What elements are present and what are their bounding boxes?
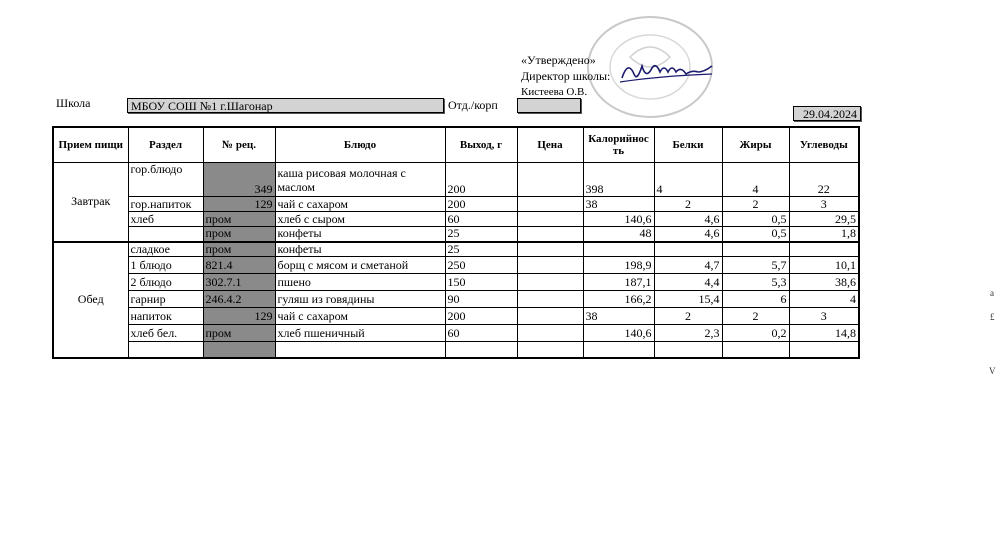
carbs-cell[interactable]: 3 [789, 197, 859, 212]
yield-cell[interactable]: 60 [445, 212, 517, 227]
section-cell[interactable] [128, 227, 203, 242]
yield-cell[interactable] [445, 342, 517, 358]
table-row [53, 325, 859, 342]
carbs-cell[interactable]: 10,1 [789, 257, 859, 274]
recipe-cell[interactable]: 821.4 [203, 257, 275, 274]
margin-mark: £ [990, 312, 995, 322]
menu-table [52, 126, 860, 359]
yield-cell[interactable]: 60 [445, 325, 517, 342]
col-header-price: Цена [517, 127, 583, 163]
recipe-cell[interactable]: 129 [203, 308, 275, 325]
col-header-calories: Калорийность [583, 127, 654, 163]
fat-cell[interactable]: 0,2 [722, 325, 789, 342]
carbs-cell[interactable]: 3 [789, 308, 859, 325]
recipe-cell[interactable]: 246.4.2 [203, 291, 275, 308]
calories-cell[interactable]: 38 [583, 197, 654, 212]
approval-block [521, 52, 610, 100]
table-row [53, 257, 859, 274]
carbs-cell[interactable]: 1,8 [789, 227, 859, 242]
section-cell[interactable]: напиток [128, 308, 203, 325]
section-cell[interactable]: 1 блюдо [128, 257, 203, 274]
dish-cell[interactable]: пшено [275, 274, 445, 291]
carbs-cell[interactable] [789, 342, 859, 358]
section-cell[interactable]: хлеб бел. [128, 325, 203, 342]
table-row [53, 274, 859, 291]
fat-cell[interactable] [722, 242, 789, 257]
dish-cell[interactable]: каша рисовая молочная с маслом [275, 163, 445, 197]
yield-cell[interactable]: 25 [445, 242, 517, 257]
col-header-section: Раздел [128, 127, 203, 163]
protein-cell[interactable]: 2 [654, 308, 722, 325]
fat-cell[interactable]: 0,5 [722, 227, 789, 242]
section-cell[interactable] [128, 342, 203, 358]
col-header-fat: Жиры [722, 127, 789, 163]
protein-cell[interactable]: 4,6 [654, 227, 722, 242]
fat-cell[interactable]: 5,7 [722, 257, 789, 274]
protein-cell[interactable]: 4 [654, 163, 722, 197]
approval-director-label: Директор школы: [521, 69, 611, 83]
table-header-row [53, 127, 859, 163]
price-cell[interactable] [517, 325, 583, 342]
fat-cell[interactable]: 4 [722, 163, 789, 197]
dish-cell[interactable]: конфеты [275, 242, 445, 257]
calories-cell[interactable]: 140,6 [583, 325, 654, 342]
col-header-dish: Блюдо [275, 127, 445, 163]
calories-cell[interactable]: 187,1 [583, 274, 654, 291]
director-signature [618, 56, 718, 86]
section-cell[interactable]: сладкое [128, 242, 203, 257]
calories-cell[interactable]: 198,9 [583, 257, 654, 274]
table-row [53, 163, 859, 197]
approval-director-name: Кистеева О.В. [521, 86, 588, 98]
fat-cell[interactable]: 2 [722, 308, 789, 325]
school-label: Школа [56, 96, 91, 110]
price-cell[interactable] [517, 212, 583, 227]
calories-cell[interactable]: 398 [583, 163, 654, 197]
dish-cell[interactable]: борщ с мясом и сметаной [275, 257, 445, 274]
carbs-cell[interactable]: 22 [789, 163, 859, 197]
fat-cell[interactable]: 2 [722, 197, 789, 212]
protein-cell[interactable] [654, 242, 722, 257]
dept-label: Отд./корп [448, 98, 498, 112]
fat-cell[interactable] [722, 342, 789, 358]
col-header-recipe: № рец. [203, 127, 275, 163]
dish-cell[interactable]: хлеб пшеничный [275, 325, 445, 342]
section-cell[interactable]: гор.напиток [128, 197, 203, 212]
section-cell[interactable]: гарнир [128, 291, 203, 308]
carbs-cell[interactable]: 38,6 [789, 274, 859, 291]
table-row [53, 197, 859, 212]
recipe-cell[interactable]: пром [203, 212, 275, 227]
fat-cell[interactable]: 5,3 [722, 274, 789, 291]
recipe-cell[interactable]: 349 [203, 163, 275, 197]
margin-mark: а [990, 288, 994, 298]
fat-cell[interactable]: 0,5 [722, 212, 789, 227]
dish-cell[interactable]: чай с сахаром [275, 197, 445, 212]
dept-field[interactable] [517, 98, 581, 113]
protein-cell[interactable]: 4,4 [654, 274, 722, 291]
col-header-yield: Выход, г [445, 127, 517, 163]
yield-cell[interactable]: 150 [445, 274, 517, 291]
protein-cell[interactable]: 2,3 [654, 325, 722, 342]
school-name-field[interactable]: МБОУ СОШ №1 г.Шагонар [127, 98, 444, 113]
calories-cell[interactable]: 38 [583, 308, 654, 325]
yield-cell[interactable]: 25 [445, 227, 517, 242]
dish-cell[interactable] [275, 342, 445, 358]
price-cell[interactable] [517, 342, 583, 358]
recipe-cell[interactable]: 129 [203, 197, 275, 212]
col-header-meal: Прием пищи [53, 127, 128, 163]
protein-cell[interactable] [654, 342, 722, 358]
table-row [53, 227, 859, 242]
calories-cell[interactable] [583, 242, 654, 257]
margin-mark: V [989, 366, 996, 376]
calories-cell[interactable]: 140,6 [583, 212, 654, 227]
dish-cell[interactable]: конфеты [275, 227, 445, 242]
section-cell[interactable]: хлеб [128, 212, 203, 227]
protein-cell[interactable]: 4,6 [654, 212, 722, 227]
table-row [53, 212, 859, 227]
table-row [53, 308, 859, 325]
dish-cell[interactable]: чай с сахаром [275, 308, 445, 325]
dish-cell[interactable]: хлеб с сыром [275, 212, 445, 227]
protein-cell[interactable]: 2 [654, 197, 722, 212]
protein-cell[interactable]: 15,4 [654, 291, 722, 308]
calories-cell[interactable]: 166,2 [583, 291, 654, 308]
yield-cell[interactable]: 200 [445, 197, 517, 212]
meal-breakfast: Завтрак [53, 163, 128, 242]
price-cell[interactable] [517, 257, 583, 274]
carbs-cell[interactable]: 14,8 [789, 325, 859, 342]
meal-lunch: Обед [53, 242, 128, 358]
price-cell[interactable] [517, 163, 583, 197]
table-row [53, 242, 859, 257]
price-cell[interactable] [517, 227, 583, 242]
carbs-cell[interactable]: 29,5 [789, 212, 859, 227]
recipe-cell[interactable]: пром [203, 227, 275, 242]
price-cell[interactable] [517, 308, 583, 325]
col-header-protein: Белки [654, 127, 722, 163]
price-cell[interactable] [517, 242, 583, 257]
section-cell[interactable]: 2 блюдо [128, 274, 203, 291]
fat-cell[interactable]: 6 [722, 291, 789, 308]
table-row [53, 291, 859, 308]
calories-cell[interactable]: 48 [583, 227, 654, 242]
recipe-cell[interactable]: 302.7.1 [203, 274, 275, 291]
col-header-carbs: Углеводы [789, 127, 859, 163]
recipe-cell[interactable] [203, 342, 275, 358]
price-cell[interactable] [517, 291, 583, 308]
date-field[interactable]: 29.04.2024 [793, 106, 861, 121]
yield-cell[interactable]: 200 [445, 308, 517, 325]
yield-cell[interactable]: 250 [445, 257, 517, 274]
table-row [53, 342, 859, 358]
carbs-cell[interactable] [789, 242, 859, 257]
recipe-cell[interactable]: пром [203, 325, 275, 342]
carbs-cell[interactable]: 4 [789, 291, 859, 308]
price-cell[interactable] [517, 274, 583, 291]
yield-cell[interactable]: 90 [445, 291, 517, 308]
price-cell[interactable] [517, 197, 583, 212]
dish-cell[interactable]: гуляш из говядины [275, 291, 445, 308]
approval-title: «Утверждено» [521, 53, 596, 67]
calories-cell[interactable] [583, 342, 654, 358]
recipe-cell[interactable]: пром [203, 242, 275, 257]
protein-cell[interactable]: 4,7 [654, 257, 722, 274]
section-cell[interactable]: гор.блюдо [128, 163, 203, 197]
yield-cell[interactable]: 200 [445, 163, 517, 197]
